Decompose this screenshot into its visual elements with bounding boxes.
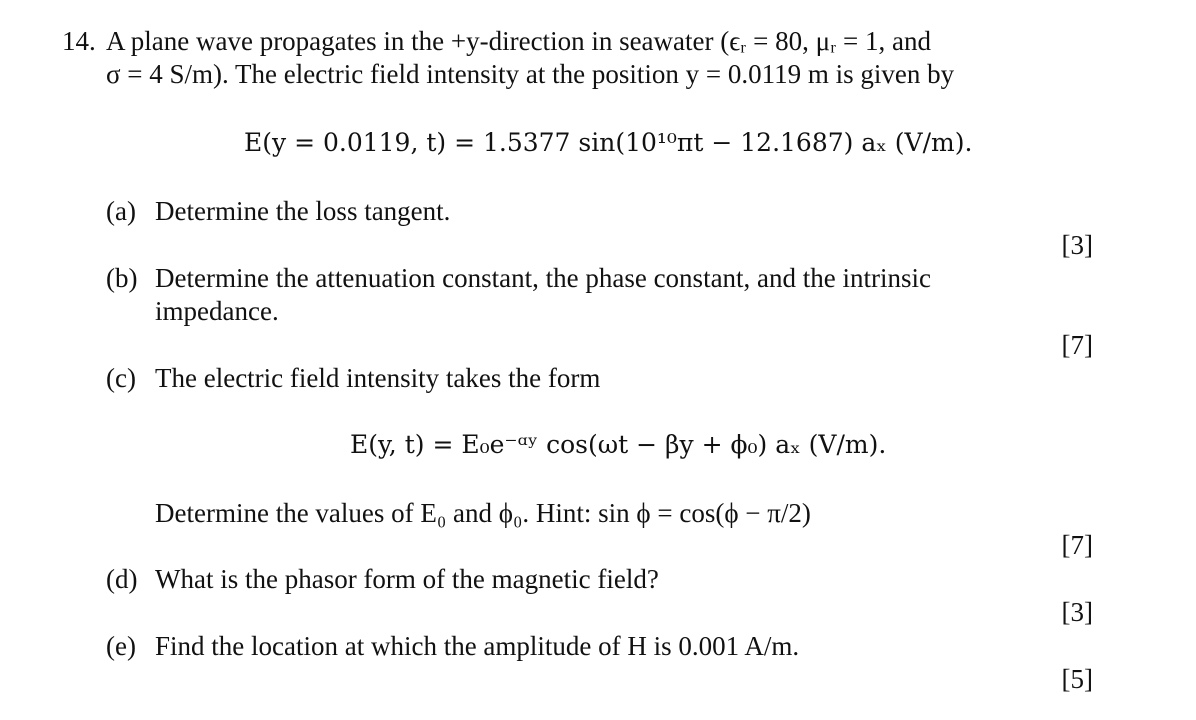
part-e-text: Find the location at which the amplitude of H is 0.001 A/m. <box>155 631 800 661</box>
part-a-label: (a) <box>106 196 136 226</box>
given-field-equation: E(y = 0.0119, t) = 1.5377 sin(10¹⁰πt − 12.1687) aₓ (V/m). <box>244 128 973 157</box>
part-c-label: (c) <box>106 363 136 393</box>
part-d-marks: [3] <box>1061 597 1093 627</box>
part-b-marks: [7] <box>1061 330 1093 360</box>
part-e-label: (e) <box>106 631 136 661</box>
part-c-marks: [7] <box>1061 530 1093 560</box>
part-b-text-line1: Determine the attenuation constant, the phase constant, and the intrinsic <box>155 263 932 293</box>
question-intro-line1: A plane wave propagates in the +y-direction in seawater (ϵᵣ = 80, μᵣ = 1, and <box>106 26 931 56</box>
part-b-text-line2: impedance. <box>155 296 279 326</box>
part-a-marks: [3] <box>1061 230 1093 260</box>
part-b-label: (b) <box>106 263 138 293</box>
part-c-equation: E(y, t) = E₀e⁻ᵅʸ cos(ωt − βy + ϕ₀) aₓ (V/m). <box>350 430 887 459</box>
part-c-text: The electric field intensity takes the form <box>155 363 601 393</box>
part-d-label: (d) <box>106 564 138 594</box>
part-e-marks: [5] <box>1061 664 1093 694</box>
question-intro-line2: σ = 4 S/m). The electric field intensity at the position y = 0.0119 m is given by <box>106 59 955 89</box>
part-d-text: What is the phasor form of the magnetic field? <box>155 564 659 594</box>
question-number: 14. <box>62 26 96 56</box>
part-a-text: Determine the loss tangent. <box>155 196 451 226</box>
part-c-text2: Determine the values of E₀ and ϕ₀. Hint: sin ϕ = cos(ϕ − π/2) <box>155 498 811 528</box>
